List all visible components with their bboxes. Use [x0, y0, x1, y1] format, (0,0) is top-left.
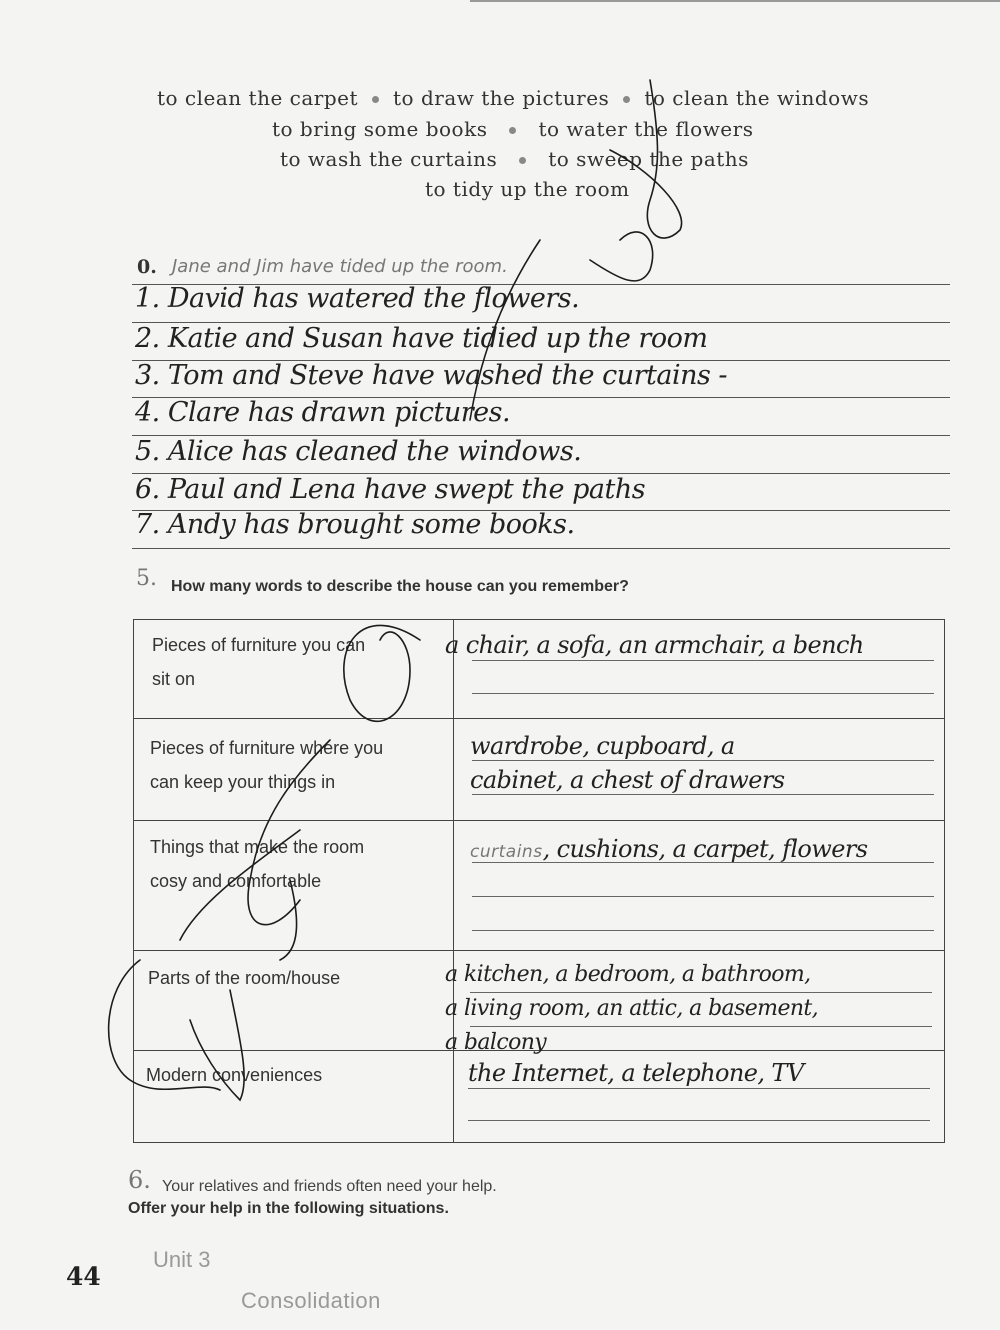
page-number: 44: [66, 1262, 101, 1291]
exercise-5-title: How many words to describe the house can you remember?: [171, 578, 629, 595]
word-bank-phrase: to bring some books: [272, 117, 488, 141]
answer-7[interactable]: 7. Andy has brought some books.: [135, 509, 575, 540]
writing-line: [468, 1120, 930, 1121]
label-line: Parts of the room/house: [148, 968, 341, 988]
label-line: cosy and comfortable: [150, 871, 322, 891]
writing-line: [470, 992, 932, 993]
table-row-answer[interactable]: [470, 832, 867, 869]
exercise-6-subtitle: Your relatives and friends often need your help.: [162, 1178, 497, 1195]
answer-6[interactable]: 6. Paul and Lena have swept the paths: [135, 474, 646, 505]
label-line: Pieces of furniture where you: [150, 738, 384, 758]
answer-line-text: a living room, an attic, a basement,: [445, 996, 819, 1021]
section-label: Consolidation: [241, 1288, 381, 1313]
answer-4[interactable]: 4. Clare has drawn pictures.: [135, 397, 511, 428]
writing-line: [472, 760, 934, 761]
word-bank-line-3: [280, 147, 749, 171]
table-row-answer[interactable]: [470, 729, 784, 797]
exercise-6-number: 6.: [128, 1166, 151, 1194]
writing-line: [472, 693, 934, 694]
label-line: can keep your things in: [150, 772, 336, 792]
answer-line-text: cabinet, a chest of drawers: [470, 766, 785, 794]
printed-example-word: curtains: [470, 842, 543, 862]
writing-line: [472, 660, 934, 661]
top-edge-line: [470, 0, 1000, 2]
label-line: Modern conveniences: [146, 1065, 323, 1085]
word-bank-phrase: to sweep the paths: [548, 147, 749, 171]
word-bank-phrase: to clean the windows: [644, 86, 870, 110]
writing-line: [472, 896, 934, 897]
word-bank-phrase: to water the flowers: [538, 117, 754, 141]
word-bank-line-2: [272, 117, 753, 141]
word-bank-phrase: to wash the curtains: [280, 147, 498, 171]
table-row-divider: [133, 950, 945, 951]
answer-line-text: a chair, a sofa, an armchair, a bench: [445, 631, 864, 659]
table-divider: [453, 619, 454, 1143]
unit-label: Unit 3: [153, 1247, 211, 1272]
word-bank-phrase: to clean the carpet: [157, 86, 359, 110]
writing-line: [472, 862, 934, 863]
example-sentence: Jane and Jim have tided up the room.: [172, 256, 508, 277]
word-bank-phrase: to draw the pictures: [393, 86, 610, 110]
bullet-dot-icon: [623, 96, 630, 103]
exercise-6-title: Offer your help in the following situations.: [128, 1200, 449, 1217]
bullet-dot-icon: [519, 157, 526, 164]
answer-line-text: , cushions, a carpet, flowers: [542, 835, 868, 863]
table-row-label: [148, 961, 340, 995]
table-row-label: [150, 731, 383, 799]
answer-3[interactable]: 3. Tom and Steve have washed the curtains -: [135, 360, 728, 391]
table-row-label: [150, 830, 364, 898]
bullet-dot-icon: [509, 127, 516, 134]
answer-line: [132, 548, 950, 549]
table-row-answer[interactable]: [445, 958, 818, 1060]
bullet-dot-icon: [372, 96, 379, 103]
writing-line: [472, 930, 934, 931]
word-bank-line-4: [425, 177, 630, 201]
answer-1[interactable]: 1. David has watered the flowers.: [135, 283, 580, 314]
exercise-5-number: 5.: [136, 566, 157, 591]
table-row-answer[interactable]: [468, 1056, 804, 1090]
answer-5[interactable]: 5. Alice has cleaned the windows.: [135, 436, 582, 467]
table-row-divider: [133, 820, 945, 821]
table-row-answer[interactable]: [445, 628, 864, 662]
answer-line-text: a kitchen, a bedroom, a bathroom,: [445, 962, 811, 987]
label-line: sit on: [152, 669, 196, 689]
word-bank-line-1: [157, 86, 869, 110]
example-number: 0.: [137, 256, 157, 278]
answer-line-text: the Internet, a telephone, TV: [468, 1059, 804, 1087]
word-bank-phrase: to tidy up the room: [425, 177, 630, 201]
label-line: Things that make the room: [150, 837, 365, 857]
answer-2[interactable]: 2. Katie and Susan have tidied up the room: [135, 323, 708, 354]
writing-line: [468, 1088, 930, 1089]
table-row-divider: [133, 718, 945, 719]
writing-line: [470, 1026, 932, 1027]
writing-line: [472, 794, 934, 795]
answer-line-text: a balcony: [445, 1030, 547, 1055]
label-line: Pieces of furniture you can: [152, 635, 366, 655]
answer-line-text: wardrobe, cupboard, a: [470, 732, 735, 760]
table-row-label: [152, 628, 365, 696]
table-row-label: [146, 1058, 322, 1092]
